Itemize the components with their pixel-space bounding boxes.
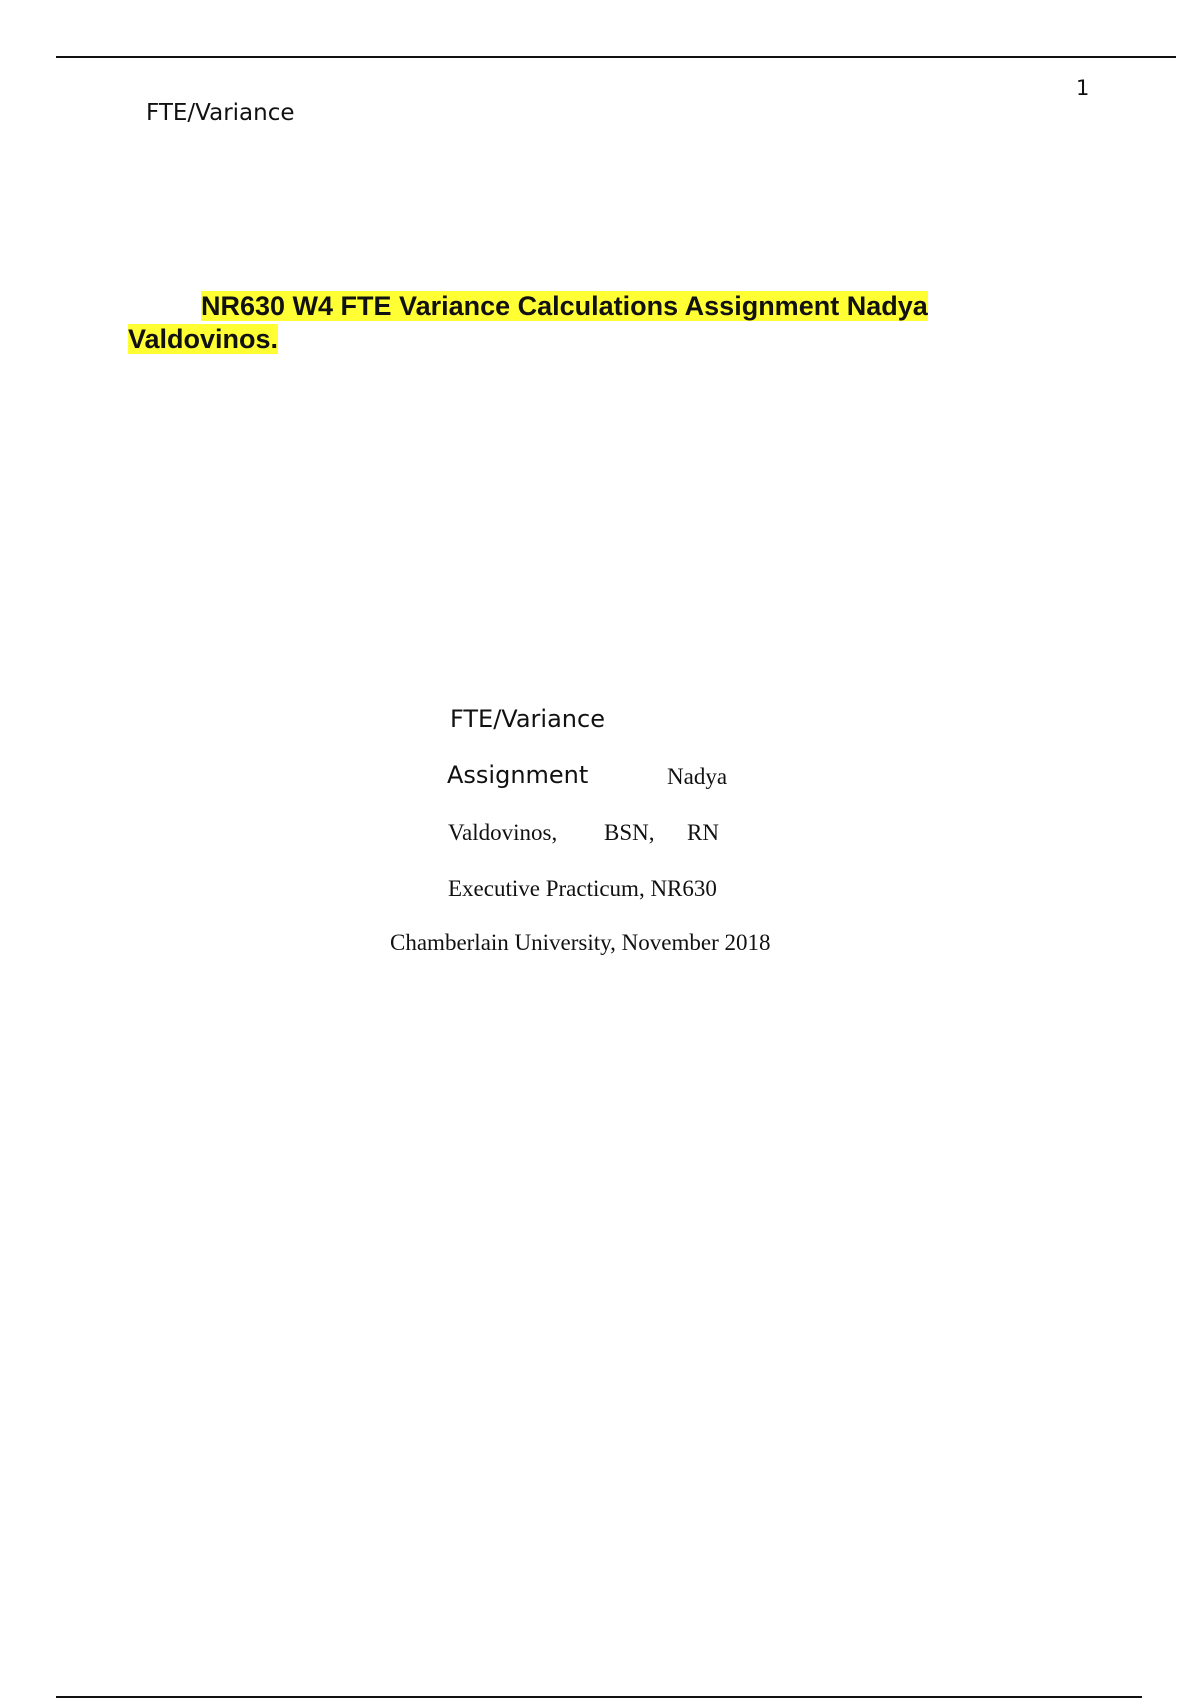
footer-rule <box>56 1696 1142 1698</box>
page-number: 1 <box>1076 76 1090 100</box>
cover-institution-date: Chamberlain University, November 2018 <box>390 930 771 955</box>
title-line-2: Valdovinos. <box>128 324 279 354</box>
cover-label-assignment: Assignment <box>447 761 589 789</box>
cover-course: Executive Practicum, NR630 <box>448 876 717 901</box>
title-line-1: NR630 W4 FTE Variance Calculations Assignment Nadya <box>201 291 928 321</box>
cover-first-name: Nadya <box>667 764 728 789</box>
cover-credential-bsn: BSN, <box>604 820 655 845</box>
running-head: FTE/Variance <box>146 100 295 126</box>
header-rule <box>56 56 1176 58</box>
cover-label-title: FTE/Variance <box>450 705 605 733</box>
cover-credential-rn: RN <box>687 820 719 845</box>
document-title <box>128 290 988 356</box>
cover-last-name: Valdovinos, <box>448 820 558 845</box>
